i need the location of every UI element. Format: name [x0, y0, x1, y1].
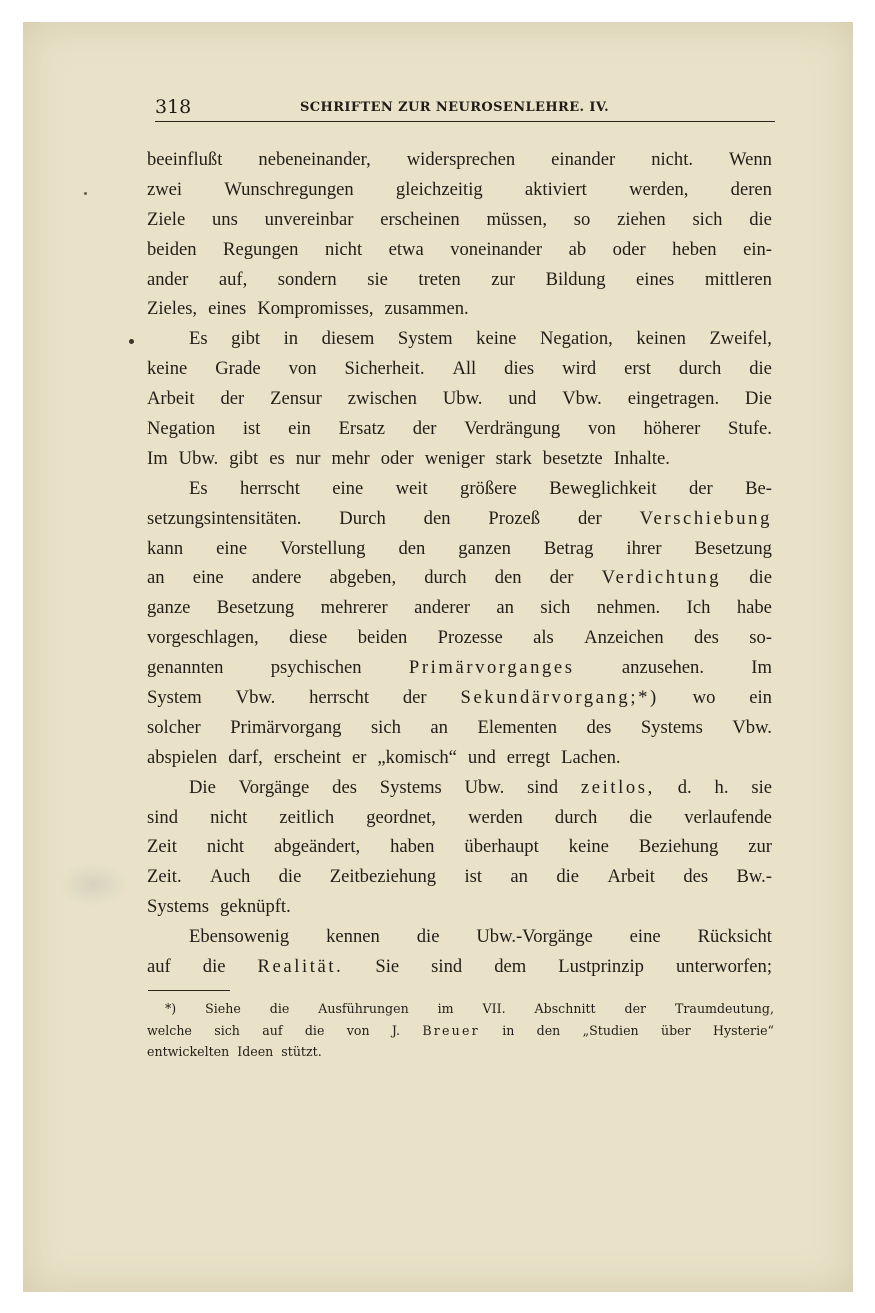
- word: in: [283, 328, 299, 350]
- word: J.: [391, 1022, 400, 1038]
- word: eines: [636, 268, 675, 290]
- word: werden: [468, 806, 523, 828]
- word: oder: [612, 238, 646, 260]
- text-line: [147, 504, 772, 534]
- text-line: [147, 534, 772, 564]
- text-line: [147, 743, 772, 773]
- word: den: [536, 1022, 561, 1038]
- word: Kompromisses,: [257, 298, 374, 320]
- word: es: [269, 447, 285, 469]
- word: eine: [332, 477, 364, 499]
- word: werden,: [629, 178, 689, 200]
- word: Ziele: [147, 208, 186, 230]
- word: etwa: [388, 238, 424, 260]
- word: Vbw.: [732, 716, 772, 738]
- word: Grade: [215, 358, 261, 380]
- word: und: [467, 746, 496, 768]
- word: die: [278, 866, 302, 888]
- word: die: [304, 1022, 325, 1038]
- word: größere: [460, 477, 517, 499]
- word: genannten: [147, 657, 224, 679]
- word: Systems: [147, 896, 209, 918]
- word: habe: [736, 597, 772, 619]
- word: eine: [192, 567, 224, 589]
- word: höherer: [643, 418, 701, 440]
- word: herrscht: [309, 687, 369, 709]
- word: zur: [491, 268, 516, 290]
- page-stain: [58, 862, 128, 907]
- word: an: [430, 716, 448, 738]
- word: kann: [147, 537, 184, 559]
- word: geknüpft.: [220, 896, 291, 918]
- footnote: [147, 998, 774, 1063]
- page-header: [155, 95, 775, 122]
- text-line: [147, 832, 772, 862]
- word: und: [508, 388, 537, 410]
- text-line: [147, 294, 772, 324]
- text-line: [147, 414, 772, 444]
- text-line: [147, 892, 772, 922]
- word: sind: [431, 956, 463, 978]
- word: Siehe: [205, 1001, 241, 1016]
- word: anderer: [414, 597, 470, 619]
- word: Arbeit: [147, 388, 195, 410]
- word: Prozeß: [488, 507, 541, 529]
- word: Lustprinzip: [558, 956, 644, 978]
- word: nicht: [324, 238, 363, 260]
- word: Lachen.: [561, 746, 621, 768]
- word: des: [586, 716, 612, 738]
- word: durch: [678, 358, 722, 380]
- word: Beziehung: [638, 836, 719, 858]
- word: dem: [494, 956, 527, 978]
- word: dies: [504, 358, 535, 380]
- word: Auch: [209, 866, 251, 888]
- word: ein: [749, 687, 772, 709]
- word: überhaupt: [464, 836, 539, 858]
- word: weit: [395, 477, 428, 499]
- word: mehr: [331, 447, 370, 469]
- word: durch: [424, 567, 467, 589]
- word: Anzeichen: [584, 627, 664, 649]
- word: Zieles,: [147, 298, 198, 320]
- word: Beweglichkeit: [549, 477, 657, 499]
- word: stark: [495, 447, 532, 469]
- word: Primärvorganges: [408, 657, 575, 679]
- text-line: [147, 653, 772, 683]
- word: die: [269, 1001, 290, 1016]
- word: Bw.-: [736, 866, 772, 888]
- word: so-: [749, 627, 772, 649]
- word: unterworfen;: [675, 956, 772, 978]
- text-line: [147, 563, 772, 593]
- word: die: [749, 358, 772, 380]
- word: in: [502, 1022, 515, 1038]
- word: mehrerer: [320, 597, 388, 619]
- text-line: [147, 444, 772, 474]
- word: ein: [288, 418, 311, 440]
- word: h.: [714, 776, 729, 798]
- word: *): [165, 1001, 177, 1016]
- word: herrscht: [239, 477, 300, 499]
- word: sind: [527, 776, 559, 798]
- word: der: [624, 1001, 647, 1016]
- text-line: [147, 683, 772, 713]
- word: „Studien: [582, 1022, 639, 1038]
- word: abgeben,: [329, 567, 397, 589]
- word: sich: [692, 208, 723, 230]
- word: Zensur: [270, 388, 322, 410]
- word: Es: [189, 328, 208, 350]
- word: an: [510, 866, 528, 888]
- word: des: [694, 627, 719, 649]
- word: von: [346, 1022, 370, 1038]
- running-head: SCHRIFTEN ZUR NEUROSENLEHRE. IV.: [300, 100, 610, 115]
- word: die: [202, 956, 226, 978]
- word: Ubw.-Vorgänge: [476, 926, 593, 948]
- text-line: [147, 474, 772, 504]
- text-line: [147, 384, 772, 414]
- word: treten: [418, 268, 461, 290]
- word: gleichzeitig: [395, 178, 483, 200]
- word: Abschnitt: [534, 1001, 596, 1016]
- word: Bildung: [545, 268, 606, 290]
- word: stützt.: [281, 1044, 322, 1060]
- word: Ersatz: [338, 418, 386, 440]
- word: ihrer: [626, 537, 662, 559]
- word: die: [749, 567, 772, 589]
- word: Im: [147, 447, 168, 469]
- word: der: [689, 477, 713, 499]
- word: andere: [251, 567, 302, 589]
- word: erst: [624, 358, 651, 380]
- word: Verdichtung: [601, 567, 722, 589]
- word: abgeändert,: [273, 836, 361, 858]
- footnote-line: [147, 998, 774, 1020]
- word: erscheint: [273, 746, 341, 768]
- word: Zeit.: [147, 866, 182, 888]
- word: eines: [208, 298, 247, 320]
- word: auf: [262, 1022, 283, 1038]
- word: die: [629, 806, 653, 828]
- word: nicht: [206, 836, 245, 858]
- text-line: [147, 803, 772, 833]
- text-line: [147, 235, 772, 265]
- word: Es: [189, 477, 208, 499]
- word: ander: [147, 268, 189, 290]
- word: Ubw.: [442, 388, 483, 410]
- word: Traumdeutung,: [675, 1001, 774, 1016]
- text-line: [147, 205, 772, 235]
- word: durch: [554, 806, 598, 828]
- word: Ideen: [237, 1044, 274, 1060]
- word: ganzen: [458, 537, 511, 559]
- word: beiden: [147, 238, 197, 260]
- word: eine: [629, 926, 661, 948]
- word: keine: [147, 358, 188, 380]
- word: Sicherheit.: [344, 358, 425, 380]
- word: Negation,: [539, 328, 613, 350]
- word: setzungsintensitäten.: [147, 507, 302, 529]
- word: Vorgänge: [238, 776, 310, 798]
- word: so: [573, 208, 591, 230]
- footnote-line: [147, 1041, 774, 1063]
- word: an: [496, 597, 514, 619]
- word: des: [683, 866, 709, 888]
- word: nebeneinander,: [258, 149, 371, 170]
- word: besetzte: [542, 447, 603, 469]
- word: Regungen: [223, 238, 299, 260]
- word: sind: [147, 806, 178, 828]
- word: nehmen.: [596, 597, 661, 619]
- word: Negation: [147, 418, 216, 440]
- word: Systems: [640, 716, 703, 738]
- word: VII.: [482, 1001, 506, 1016]
- margin-mark: [84, 192, 87, 195]
- text-line: [147, 175, 772, 205]
- word: ziehen: [617, 208, 666, 230]
- word: Be-: [745, 477, 772, 499]
- text-line: [147, 862, 772, 892]
- word: Hysterie“: [712, 1022, 774, 1038]
- word: Zeitbeziehung: [329, 866, 437, 888]
- text-line: [147, 145, 772, 175]
- word: Ubw.: [464, 776, 505, 798]
- word: nicht.: [651, 149, 694, 170]
- word: von: [288, 358, 317, 380]
- word: beeinflußt: [147, 149, 223, 170]
- word: aktiviert: [524, 178, 587, 200]
- word: an: [147, 567, 165, 589]
- word: Zeit: [147, 836, 177, 858]
- word: Sekundärvorgang;*): [460, 687, 659, 709]
- word: diese: [289, 627, 328, 649]
- word: Ebensowenig: [189, 926, 290, 948]
- word: solcher: [147, 716, 201, 738]
- word: heben: [672, 238, 717, 260]
- text-line: [147, 354, 772, 384]
- word: des: [332, 776, 357, 798]
- word: Betrag: [543, 537, 594, 559]
- word: Wunschregungen: [224, 178, 354, 200]
- word: oder: [380, 447, 414, 469]
- word: ab: [568, 238, 587, 260]
- word: Die: [189, 776, 216, 798]
- word: welche: [147, 1022, 192, 1038]
- word: keinen: [636, 328, 686, 350]
- word: einander: [551, 149, 616, 170]
- word: darf,: [228, 746, 263, 768]
- word: Primärvorgang: [230, 716, 342, 738]
- word: als: [533, 627, 554, 649]
- word: ist: [242, 418, 261, 440]
- word: zwei: [147, 178, 183, 200]
- word: zwischen: [347, 388, 417, 410]
- word: sich: [370, 716, 401, 738]
- word: Durch: [339, 507, 386, 529]
- word: der: [577, 507, 602, 529]
- word: diesem: [321, 328, 375, 350]
- word: wo: [692, 687, 716, 709]
- word: Ubw.: [178, 447, 219, 469]
- word: den: [494, 567, 522, 589]
- word: kennen: [326, 926, 380, 948]
- text-line: [147, 265, 772, 295]
- word: die: [749, 208, 772, 230]
- word: ein-: [743, 238, 772, 260]
- word: Ich: [686, 597, 711, 619]
- word: geordnet,: [366, 806, 436, 828]
- word: der: [402, 687, 427, 709]
- word: auf: [147, 956, 171, 978]
- word: sie: [367, 268, 388, 290]
- word: Vbw.: [562, 388, 602, 410]
- word: Besetzung: [694, 537, 772, 559]
- word: Elementen: [477, 716, 557, 738]
- word: Rücksicht: [697, 926, 772, 948]
- word: Stufe.: [728, 418, 772, 440]
- word: er: [351, 746, 367, 768]
- word: deren: [730, 178, 772, 200]
- word: haben: [390, 836, 435, 858]
- word: weniger: [424, 447, 485, 469]
- word: über: [660, 1022, 691, 1038]
- word: gibt: [229, 447, 259, 469]
- word: die: [556, 866, 580, 888]
- word: unvereinbar: [264, 208, 354, 230]
- word: nur: [295, 447, 321, 469]
- word: mittleren: [704, 268, 772, 290]
- word: sie: [751, 776, 772, 798]
- word: verlaufende: [684, 806, 772, 828]
- word: anzusehen.: [621, 657, 704, 679]
- word: wird: [562, 358, 597, 380]
- word: Besetzung: [216, 597, 295, 619]
- word: keine: [568, 836, 609, 858]
- word: eine: [216, 537, 248, 559]
- word: Systems: [379, 776, 442, 798]
- word: Arbeit: [607, 866, 655, 888]
- word: eingetragen.: [627, 388, 720, 410]
- word: sondern: [277, 268, 337, 290]
- word: ist: [464, 866, 483, 888]
- word: zusammen.: [384, 298, 469, 320]
- text-line: [147, 324, 772, 354]
- word: Zweifel,: [709, 328, 772, 350]
- word: sich: [540, 597, 571, 619]
- word: Im: [751, 657, 772, 679]
- word: der: [220, 388, 245, 410]
- word: System: [397, 328, 453, 350]
- text-line: [147, 713, 772, 743]
- word: keine: [476, 328, 517, 350]
- word: Verschiebung: [639, 507, 772, 529]
- word: d.: [677, 776, 692, 798]
- text-line: [147, 952, 772, 982]
- word: von: [587, 418, 616, 440]
- word: voneinander: [450, 238, 543, 260]
- word: Breuer: [422, 1022, 480, 1038]
- word: der: [412, 418, 437, 440]
- page-number: 318: [155, 96, 192, 118]
- word: zeitlich: [279, 806, 335, 828]
- text-line: [147, 922, 772, 952]
- word: abspielen: [147, 746, 218, 768]
- word: entwickelten: [147, 1044, 230, 1060]
- word: psychischen: [270, 657, 362, 679]
- word: Prozesse: [437, 627, 503, 649]
- word: erregt: [506, 746, 551, 768]
- word: Die: [745, 388, 772, 410]
- word: nicht: [210, 806, 248, 828]
- word: der: [549, 567, 574, 589]
- word: im: [437, 1001, 454, 1016]
- word: „komisch“: [377, 746, 457, 768]
- word: Wenn: [729, 149, 772, 170]
- text-line: [147, 773, 772, 803]
- text-line: [147, 623, 772, 653]
- word: gibt: [231, 328, 261, 350]
- word: Realität.: [257, 956, 344, 978]
- word: beiden: [357, 627, 408, 649]
- word: ganze: [147, 597, 191, 619]
- word: Sie: [375, 956, 400, 978]
- word: vorgeschlagen,: [147, 627, 259, 649]
- word: Ausführungen: [318, 1001, 409, 1016]
- word: zur: [748, 836, 772, 858]
- footnote-line: [147, 1020, 774, 1042]
- word: System: [147, 687, 202, 709]
- word: den: [423, 507, 451, 529]
- text-line: [147, 593, 772, 623]
- footnote-rule: [148, 990, 230, 991]
- word: den: [398, 537, 426, 559]
- margin-mark: [129, 339, 134, 344]
- word: Verdrängung: [464, 418, 561, 440]
- word: All: [452, 358, 477, 380]
- word: müssen,: [486, 208, 547, 230]
- word: uns: [212, 208, 238, 230]
- word: widersprechen: [406, 149, 516, 170]
- word: zeitlos,: [580, 776, 655, 798]
- word: auf,: [218, 268, 248, 290]
- body-text: [147, 145, 772, 982]
- word: erscheinen: [380, 208, 460, 230]
- word: Vbw.: [235, 687, 276, 709]
- word: Inhalte.: [613, 447, 670, 469]
- word: die: [416, 926, 440, 948]
- word: Vorstellung: [280, 537, 366, 559]
- word: sich: [214, 1022, 240, 1038]
